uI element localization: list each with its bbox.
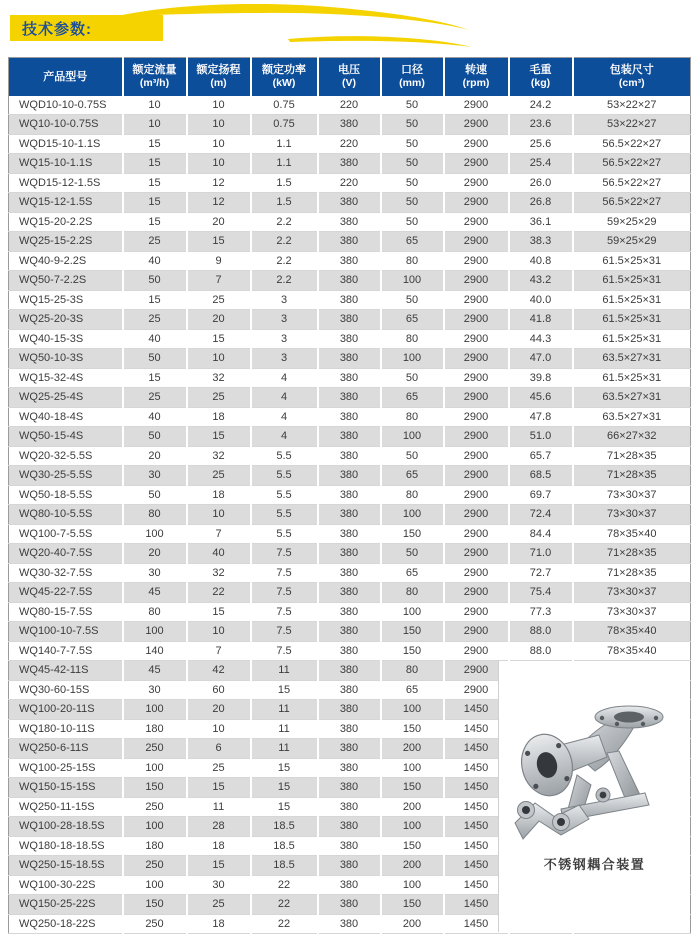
table-row: WQ45-22-7.5S 45 22 7.5 380 80 2900 75.4 73×30×37 (9, 583, 691, 603)
table-row: WQ80-10-5.5S 80 10 5.5 380 100 2900 72.4 73×30×37 (9, 505, 691, 525)
column-header: 口径 (mm) (381, 58, 444, 96)
table-row: WQ30-60-15S 30 60 15 380 65 2900 (9, 680, 691, 700)
table-row: WQ150-15-15S 150 15 15 380 150 1450 (9, 778, 691, 798)
image-caption: 不锈钢耦合装置 (543, 857, 646, 872)
column-header: 电压 (V) (318, 58, 381, 96)
column-header: 毛重 (kg) (509, 58, 573, 96)
section-banner (0, 0, 698, 56)
table-row: WQ250-6-11S 250 6 11 380 200 1450 (9, 739, 691, 759)
table-row: WQ100-25-15S 100 25 15 380 100 1450 (9, 758, 691, 778)
table-row: WQ250-18-22S 250 18 22 380 200 1450 (9, 914, 691, 934)
column-header: 产品型号 (9, 58, 123, 96)
column-header: 额定功率 (kW) (251, 58, 318, 96)
table-row: WQ45-42-11S 45 42 11 380 80 2900 (9, 661, 691, 681)
table-row: WQ25-20-3S 25 20 3 380 65 2900 41.8 61.5×25×31 (9, 310, 691, 330)
table-row: WQ140-7-7.5S 140 7 7.5 380 150 2900 88.0 78×35×40 (9, 641, 691, 661)
table-row: WQ180-18-18.5S 180 18 18.5 380 150 1450 (9, 836, 691, 856)
table-row: WQ10-10-0.75S 10 10 0.75 380 50 2900 23.6 53×22×27 (9, 115, 691, 135)
table-row: WQ180-10-11S 180 10 11 380 150 1450 (9, 719, 691, 739)
table-row: WQ20-40-7.5S 20 40 7.5 380 50 2900 71.0 71×28×35 (9, 544, 691, 564)
column-header: 额定流量 (m³/h) (123, 58, 187, 96)
table-row: WQD15-10-1.1S 15 10 1.1 220 50 2900 25.6 56.5×22×27 (9, 134, 691, 154)
table-row: WQ100-7-5.5S 100 7 5.5 380 150 2900 84.4 78×35×40 (9, 524, 691, 544)
column-header: 转速 (rpm) (444, 58, 509, 96)
coupling-device-illustration (507, 691, 682, 851)
table-row: WQ40-18-4S 40 18 4 380 80 2900 47.8 63.5×27×31 (9, 407, 691, 427)
header-row (9, 58, 691, 96)
table-row: WQ250-15-18.5S 250 15 18.5 380 200 1450 (9, 856, 691, 876)
table-row: WQ15-10-1.1S 15 10 1.1 380 50 2900 25.4 56.5×22×27 (9, 154, 691, 174)
table-row: WQ50-7-2.2S 50 7 2.2 380 100 2900 43.2 61.5×25×31 (9, 271, 691, 291)
table-row: WQ40-9-2.2S 40 9 2.2 380 80 2900 40.8 61.5×25×31 (9, 251, 691, 271)
coupling-image-panel (498, 661, 690, 932)
table-row: WQ15-25-3S 15 25 3 380 50 2900 40.0 61.5×25×31 (9, 290, 691, 310)
table-row: WQ25-25-4S 25 25 4 380 65 2900 45.6 63.5×27×31 (9, 388, 691, 408)
table-row: WQ15-20-2.2S 15 20 2.2 380 50 2900 36.1 59×25×29 (9, 212, 691, 232)
table-row: WQ30-32-7.5S 30 32 7.5 380 65 2900 72.7 71×28×35 (9, 563, 691, 583)
table-row: WQ50-10-3S 50 10 3 380 100 2900 47.0 63.5×27×31 (9, 349, 691, 369)
table-row: WQ100-28-18.5S 100 28 18.5 380 100 1450 (9, 817, 691, 837)
table-row: WQ100-20-11S 100 20 11 380 100 1450 (9, 700, 691, 720)
table-row: WQ20-32-5.5S 20 32 5.5 380 50 2900 65.7 71×28×35 (9, 446, 691, 466)
section-title: 技术参数: (22, 21, 92, 38)
table-row: WQ80-15-7.5S 80 15 7.5 380 100 2900 77.3 73×30×37 (9, 602, 691, 622)
table-row: WQ150-25-22S 150 25 22 380 150 1450 (9, 895, 691, 915)
table-row: WQ50-18-5.5S 50 18 5.5 380 80 2900 69.7 73×30×37 (9, 485, 691, 505)
table-row: WQ100-10-7.5S 100 10 7.5 380 150 2900 88.0 78×35×40 (9, 622, 691, 642)
column-header: 额定扬程 (m) (187, 58, 251, 96)
table-row: WQ15-32-4S 15 32 4 380 50 2900 39.8 61.5×25×31 (9, 368, 691, 388)
table-row: WQD10-10-0.75S 10 10 0.75 220 50 2900 24.2 53×22×27 (9, 96, 691, 115)
table-row: WQ250-11-15S 250 11 15 380 200 1450 (9, 797, 691, 817)
table-row: WQ100-30-22S 100 30 22 380 100 1450 (9, 875, 691, 895)
table-row: WQ40-15-3S 40 15 3 380 80 2900 44.3 61.5×25×31 (9, 329, 691, 349)
table-row: WQ50-15-4S 50 15 4 380 100 2900 51.0 66×27×32 (9, 427, 691, 447)
column-header: 包装尺寸 (cm³) (609, 63, 654, 90)
table-row: WQ30-25-5.5S 30 25 5.5 380 65 2900 68.5 71×28×35 (9, 466, 691, 486)
table-row: WQ25-15-2.2S 25 15 2.2 380 65 2900 38.3 59×25×29 (9, 232, 691, 252)
table-row: WQD15-12-1.5S 15 12 1.5 220 50 2900 26.0 56.5×22×27 (9, 173, 691, 193)
table-row: WQ15-12-1.5S 15 12 1.5 380 50 2900 26.8 56.5×22×27 (9, 193, 691, 213)
